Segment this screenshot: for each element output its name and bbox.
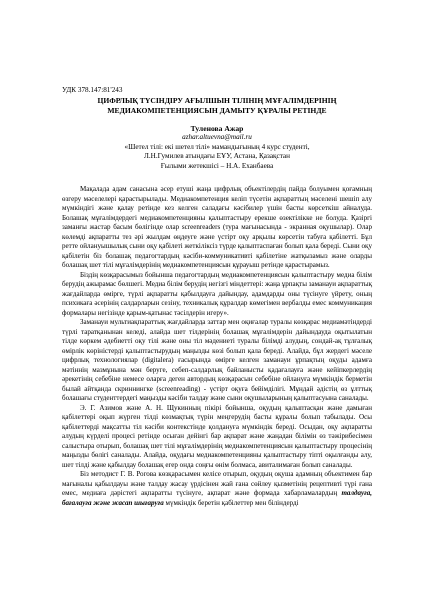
paragraph-1: Мақалада адам санасына әсер етуші жаңа цифрлық объектілердің пайда болуымен қоғамның өзгеру мәселелері қарастырылады. Медиакомпетенция келіп түсетін ақпараттың мәселені шешіп алу мүмкіндігі және қалау ретінде кез келген саладағы кәсібилер үшін басты көрсеткіш айналуда. Болашақ мұғалімдердегі медиакомпетенцияны қалыптастыру ерекше өзектілікке не болуда. Қазіргі заманғы жастар басым бөлігінде олар screenreaders (тура мағынасында - экранная оқушылар). Олар көлемді ақпаратты тез әрі жылдам өңдеуге және үстірт оқу арқылы көрсетін табуға қабілетті. Бұл ретте ойлануышылық сыни оқу қабілеті жеткіліксіз түрде қалыптаспаған болып қала береді. Сыни оқу қабілетін біз болашақ педагогтардың кәсіби-коммуникативті қабілетіне жатқызамыз және оларды болашақ шет тілі мұғалімдерінің медиакомпетенциясын құрауыш ретінде қарастырамыз. — [62, 185, 372, 270]
article-body — [62, 185, 372, 508]
author-name: Туленова Ажар — [190, 124, 244, 133]
author-email: azhar.altuevna@mail.ru — [182, 133, 252, 142]
author-block — [62, 124, 372, 171]
paragraph-5-start: Біз методист Г. В. Роговa көзқарасымен келісе отырып, оқудың оқуша адамның объектимен бар мағыналы қабылдауы және талдау жасау үрдісінен жай ғана сөйлеу қызметінің рецептивті түрі ғана емес, медиаға дәрістегі ақпаратты түсінуге, ақпарат және формада хабарламалардың — [62, 470, 372, 498]
article-title — [62, 96, 372, 115]
paragraph-4: Э. Г. Азимов және А. Н. Щукинның пікірі бойынша, оқудың қалыптасқан және дамыған қабілеттері оқып жүрген тілді көзмақтық түрін меңгерудің басты құралы болып табылады. Осы қабілеттерді мақсатты тіл кәсіби контекстінде қолдануға мүмкіндік береді. Осыдан, оқу ақпаратты алудың күрделі процесі ретінде осыған дейінгі бар ақпарат және жаңадан білімін өз тәжірибесімен салыстыра отырып, болашақ шет тілі мұғалімдерінің медиакомпетенциясын қалыптастыру процесінің маңызды бөлігі саналады. Алайда, оқудағы медиакомпетенцияны қалыптастыру тіпті оқылғанды алу, шет тілді және қабылдау болашақ егер онда соңғы өнім болмаса, авиталимаған болып саналады. — [62, 403, 372, 469]
udk-code: УДК 378.147:81'243 — [62, 86, 123, 94]
title-line-2: МЕДИАКОМПЕТЕНЦИЯСЫН ДАМЫТУ ҚҰРАЛЫ РЕТІНДЕ — [107, 105, 327, 115]
paragraph-3: Заманауи мультиақпараттық жағдайларда заттар мен оқиғалар туралы көзқарас медиамәтіндерді түрлі таратқанынан келеді, алайда шет тілдерінің болашақ мұғалімдерін дайындауда оқытылатын тілде көркем әдебиетті оқу тілі және оны тіл мәдениеті туралы білімді алудың, сондай-ақ тұлғалық өмірлік көріністерді қалыптастырудың маңызды көзі болып қала береді. Алайда, бұл жердегі мәселе цифрлық технологиялар (digitalera) ғасырында өмірге келген заманауи ұрпақтың оқуды адамға мәтіннің мазмұнына мән беруге, себеп-салдарлық байланысты қадағалауға және кейіпкерлердің әрекетінің себебіне немесе оларға деген автордың көзқарасын себебіне ойлануға мүмкіндік берметін былай айтқанда скриннингке (screenreading) - үстірт оқуға бейімділігі. Мұндай әдістің өз ұлттық болашағы студенттердегі маңызды кәсіби талдау және сыни оқушыларының қалыптасуына саналады. — [62, 318, 372, 403]
paragraph-2: Біздің көзқарасымыз бойынша педагогтардың медиакомпетенциясын қалыптастыру медиа білім берудің ажырамас бөлшегі. Медиа білім берудің негізгі міндеттері: жаңа ұрпақты заманауи ақпараттық жағдайларда өмірге, түрлі ақпаратты қабылдауға дайындау, адамдарды оны түсінуге үйрету, оның психикаға әсерінің салдарларын сезіну, техникалық құралдар көмегімен вербалды емес коммуникация формалары негізінде қарым-қатынас тәсілдерін игеру». — [62, 270, 372, 317]
paragraph-5 — [62, 470, 372, 508]
supervisor-line: Ғылыми жетекшісі – Н.А. Еханбаева — [160, 161, 274, 170]
paragraph-5-end: мүмкіндік беретін қабілеттер мен біліндерді — [163, 498, 299, 507]
paragraph-5-emphasis: талдауға, бағалауға және жасап шығаруға — [62, 489, 372, 507]
affiliation-line-1: «Шетел тілі: екі шетел тілі» мамандығының 4 курс студенті, — [124, 142, 310, 151]
title-line-1: ЦИФРЛЫҚ ТҮСІНДІРУ АҒЫЛШЫН ТІЛІНІҢ МҰҒАЛІМДЕРІНІҢ — [97, 96, 337, 105]
affiliation-line-2: Л.Н.Гумилев атындағы ЕҰУ, Астана, Қазақстан — [144, 152, 290, 161]
